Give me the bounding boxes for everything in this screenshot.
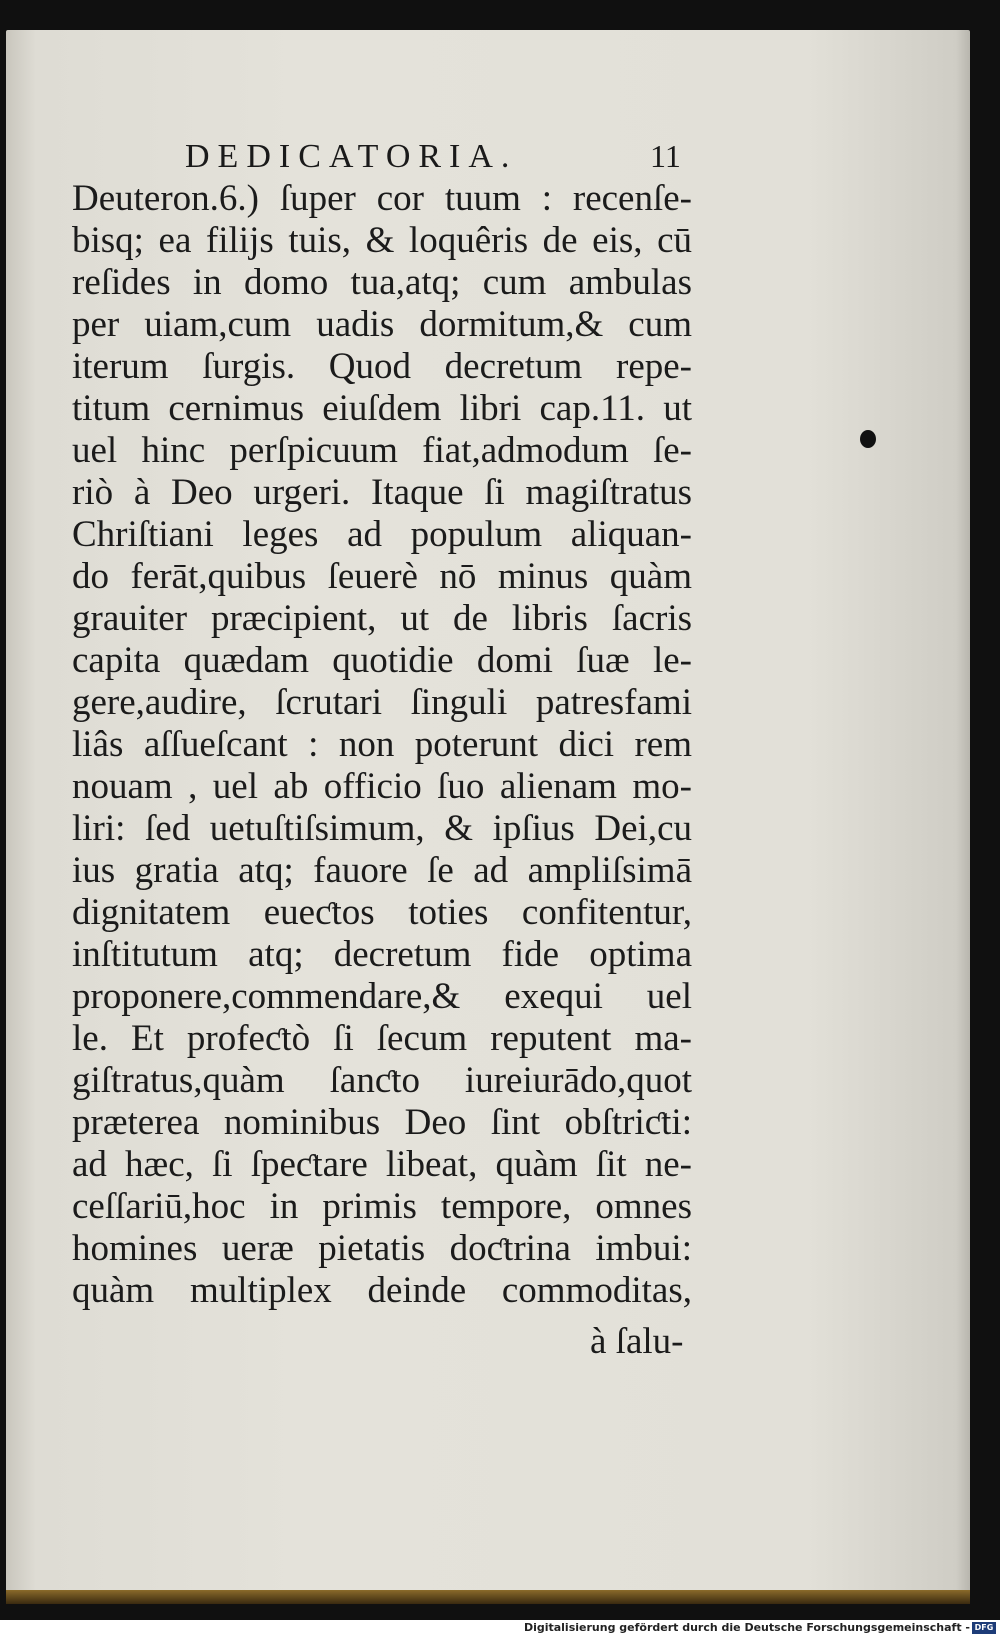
text-line: gere,audire, ſcrutari ſinguli patresfami — [72, 682, 692, 723]
text-line: bisq; ea filijs tuis, & loquêris de eis, cū — [72, 220, 692, 261]
text-line: reſides in domo tua,atq; cum ambulas — [72, 262, 692, 303]
text-line: ius gratia atq; fauore ſe ad ampliſsimā — [72, 850, 692, 891]
text-line: nouam , uel ab officio ſuo alienam mo- — [72, 766, 692, 807]
text-line: titum cernimus eiuſdem libri cap.11. ut — [72, 388, 692, 429]
margin-ink-dot — [860, 430, 876, 448]
text-line: riò à Deo urgeri. Itaque ſi magiſtratus — [72, 472, 692, 513]
text-line: liâs aſſueſcant : non poterunt dici rem — [72, 724, 692, 765]
text-line: præterea nominibus Deo ſint obſtriƈti: — [72, 1102, 692, 1143]
text-line: Chriſtiani leges ad populum aliquan- — [72, 514, 692, 555]
text-line: dignitatem eueƈtos toties confitentur, — [72, 892, 692, 933]
text-line: per uiam,cum uadis dormitum,& cum — [72, 304, 692, 345]
text-line: ad hæc, ſi ſpeƈtare libeat, quàm ſit ne- — [72, 1144, 692, 1185]
text-line: capita quædam quotidie domi ſuæ le- — [72, 640, 692, 681]
running-head: DEDICATORIA. — [185, 138, 518, 175]
page-edge — [6, 1590, 970, 1604]
text-line: le. Et profeƈtò ſi ſecum reputent ma- — [72, 1018, 692, 1059]
text-line: Deuteron.6.) ſuper cor tuum : recenſe- — [72, 178, 692, 219]
text-line: uel hinc perſpicuum fiat,admodum ſe- — [72, 430, 692, 471]
text-line: iterum ſurgis. Quod decretum repe- — [72, 346, 692, 387]
text-line: proponere,commendare,& exequi uel — [72, 976, 692, 1017]
text-line: do ferāt,quibus ſeuerè nō minus quàm — [72, 556, 692, 597]
text-line: homines ueræ pietatis doƈtrina imbui: — [72, 1228, 692, 1269]
text-line: inſtitutum atq; decretum fide optima — [72, 934, 692, 975]
text-line: giſtratus,quàm ſanƈto iureiurādo,quot — [72, 1060, 692, 1101]
funding-credit: Digitalisierung gefördert durch die Deutsche Forschungsgemeinschaft - — [523, 1621, 970, 1634]
text-line: liri: ſed uetuſtiſsimum, & ipſius Dei,cu — [72, 808, 692, 849]
text-line: ceſſariū,hoc in primis tempore, omnes — [72, 1186, 692, 1227]
folio-number: 11 — [650, 138, 681, 174]
text-line: grauiter præcipient, ut de libris ſacris — [72, 598, 692, 639]
body-text — [72, 178, 692, 1312]
catchword: à ſalu- — [590, 1321, 684, 1362]
text-line: quàm multiplex deinde commoditas, — [72, 1270, 692, 1311]
dfg-logo: DFG — [972, 1622, 996, 1634]
